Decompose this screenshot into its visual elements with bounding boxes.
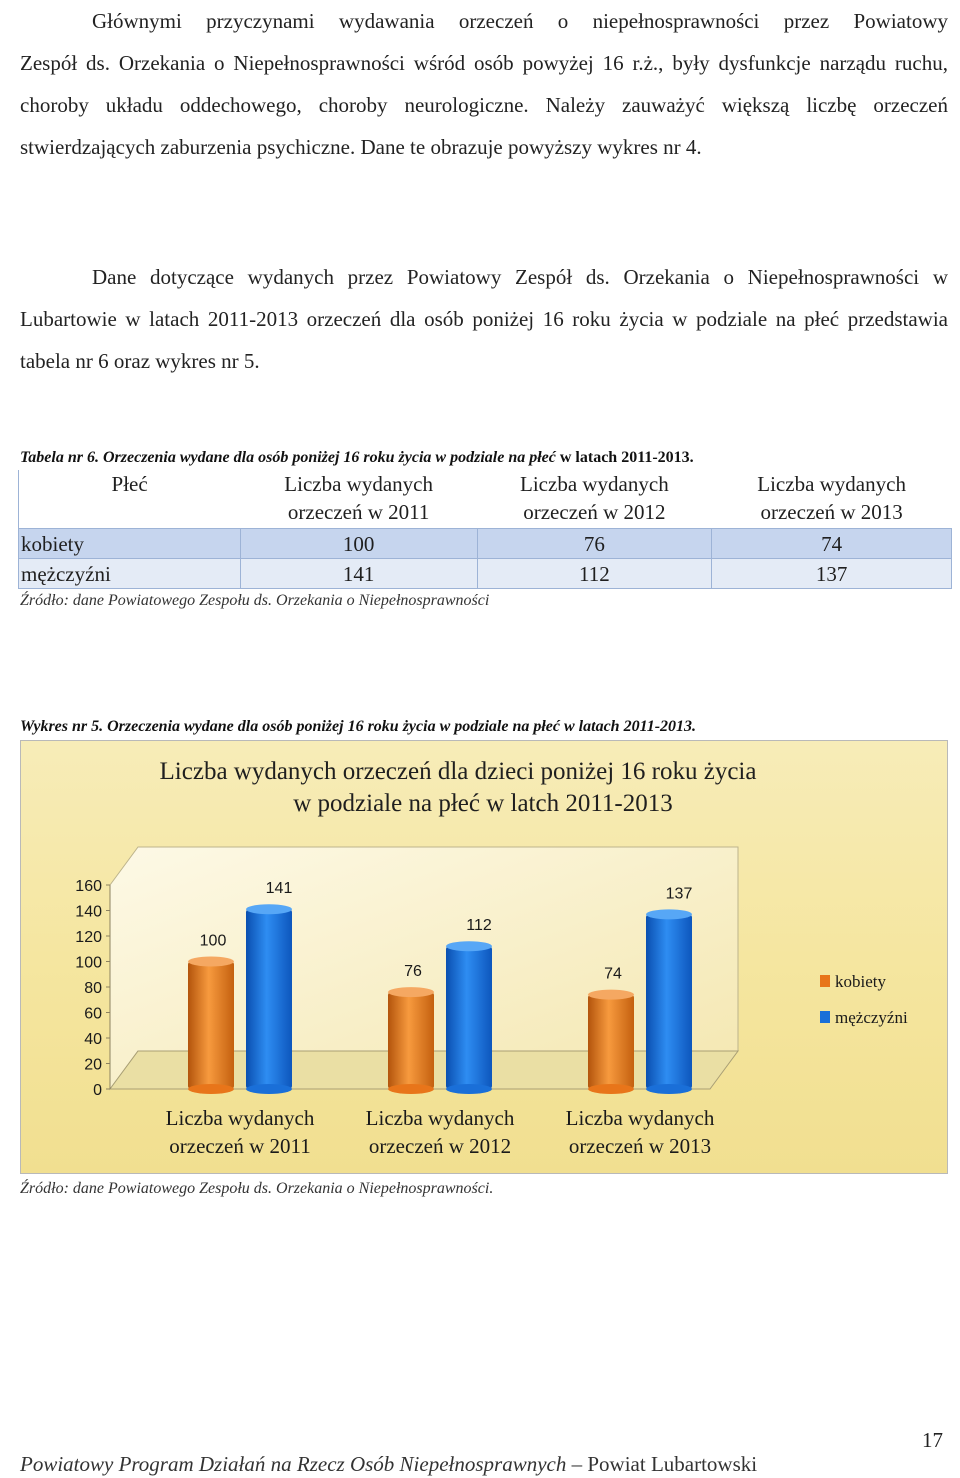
page-footer: [20, 1452, 757, 1477]
bar-base: [646, 1084, 692, 1094]
bar-mężczyźni-0: [246, 909, 292, 1089]
table-caption-tail: w latach 2011-2013.: [559, 449, 694, 466]
legend-label: kobiety: [835, 972, 886, 991]
x-category-label: orzeczeń w 2012: [368, 1134, 512, 1158]
y-tick-label: 120: [75, 929, 102, 946]
bar-base: [246, 1084, 292, 1094]
y-tick-label: 80: [84, 980, 102, 997]
page-number: 17: [922, 1428, 943, 1452]
data-label: 76: [404, 963, 422, 981]
paragraph-causes: [20, 0, 948, 168]
row-label: mężczyźni: [19, 559, 241, 589]
bar-kobiety-2: [588, 995, 634, 1089]
cell-2011: 141: [240, 559, 477, 589]
bar-top: [188, 957, 234, 967]
cell-2011: 100: [240, 529, 477, 559]
y-tick-label: 20: [84, 1056, 102, 1074]
bar-base: [388, 1084, 434, 1094]
table-caption: [20, 449, 694, 467]
y-tick-label: 140: [75, 903, 102, 921]
bar-mężczyźni-1: [446, 946, 492, 1089]
x-category-label: Liczba wydanych: [365, 1106, 515, 1130]
bar-top: [246, 904, 292, 914]
chart-source: Źródło: dane Powiatowego Zespołu ds. Orzekania o Niepełnosprawności.: [20, 1180, 494, 1197]
chart-caption-text: Orzeczenia wydane dla osób poniżej 16 roku życia w podziale na płeć w latach 2011-2013.: [107, 718, 697, 735]
y-tick-label: 160: [75, 878, 102, 895]
header-2012: Liczba wydanych orzeczeń w 2012: [477, 470, 712, 529]
header-2011: Liczba wydanych orzeczeń w 2011: [240, 470, 477, 529]
table-header-row: [19, 470, 952, 529]
y-tick-label: 100: [75, 954, 102, 972]
bar-top: [588, 990, 634, 1000]
footer-county: – Powiat Lubartowski: [571, 1452, 758, 1476]
bar-mężczyźni-2: [646, 914, 692, 1089]
y-tick-label: 40: [84, 1031, 102, 1048]
row-label: kobiety: [19, 529, 241, 559]
bar-top: [446, 941, 492, 951]
cell-2013: 74: [712, 529, 952, 559]
chart-caption: [20, 718, 696, 736]
bar-base: [446, 1084, 492, 1094]
cell-2012: 76: [477, 529, 712, 559]
legend-swatch-mężczyźni: [820, 1011, 830, 1023]
table-source: Źródło: dane Powiatowego Zespołu ds. Orzekania o Niepełnosprawności: [20, 592, 490, 609]
paragraph-intro: [20, 256, 948, 382]
data-label: 141: [265, 880, 293, 898]
chart-caption-label: Wykres nr 5.: [20, 718, 104, 735]
paragraph-causes-line1: Głównymi przyczynami wydawania orzeczeń o niepełnosprawności przez Powiatowy: [92, 9, 948, 33]
cell-2013: 137: [712, 559, 952, 589]
footer-title: Powiatowy Program Działań na Rzecz Osób Niepełnosprawnych: [20, 1452, 567, 1476]
table-caption-label: Tabela nr 6.: [20, 449, 99, 466]
data-label: 100: [199, 932, 227, 950]
chart-title-line1: Liczba wydanych orzeczeń dla dzieci poniżej 16 roku życia: [159, 758, 757, 785]
bar-base: [588, 1084, 634, 1094]
chart-title-line2: w podziale na płeć w latch 2011-2013: [293, 790, 673, 817]
bar-top: [388, 987, 434, 997]
data-label: 137: [665, 885, 693, 903]
decisions-table: [18, 470, 952, 589]
paragraph-causes-rest: Zespół ds. Orzekania o Niepełnosprawności wśród osób powyżej 16 r.ż., były dysfunkcje narządu ruchu, choroby układu oddechowego, choroby neurologiczne. Należy zauważyć większą liczbę orzeczeń stwierdzających zaburzenia psychiczne. Dane te obrazuje powyższy wykres nr 4.: [20, 51, 948, 159]
x-category-label: Liczba wydanych: [165, 1106, 315, 1130]
bar-kobiety-0: [188, 962, 234, 1090]
legend-swatch-kobiety: [820, 975, 830, 987]
legend-label: mężczyźni: [835, 1008, 908, 1027]
x-category-label: Liczba wydanych: [565, 1106, 715, 1130]
table-row: [19, 559, 952, 589]
y-tick-label: 60: [84, 1005, 102, 1023]
plot-area: [75, 847, 738, 1158]
x-category-label: orzeczeń w 2013: [568, 1134, 712, 1158]
cell-2012: 112: [477, 559, 712, 589]
data-label: 112: [466, 917, 492, 935]
data-label: 74: [604, 965, 622, 983]
bar-base: [188, 1084, 234, 1094]
header-2013: Liczba wydanych orzeczeń w 2013: [712, 470, 952, 529]
y-tick-label: 0: [93, 1082, 102, 1099]
x-category-label: orzeczeń w 2011: [169, 1134, 311, 1158]
header-gender: Płeć: [19, 470, 241, 529]
paragraph-intro-text: Dane dotyczące wydanych przez Powiatowy Zespół ds. Orzekania o Niepełnosprawności w Lubartowie w latach 2011-2013 orzeczeń dla osób poniżej 16 roku życia w podziale na płeć przedstawia tabela nr 6 oraz wykres nr 5.: [20, 265, 948, 373]
table-caption-text: Orzeczenia wydane dla osób poniżej 16 roku życia w podziale na płeć: [102, 449, 556, 466]
table-row: [19, 529, 952, 559]
bar-chart: [20, 740, 948, 1174]
bar-top: [646, 909, 692, 919]
bar-kobiety-1: [388, 992, 434, 1089]
